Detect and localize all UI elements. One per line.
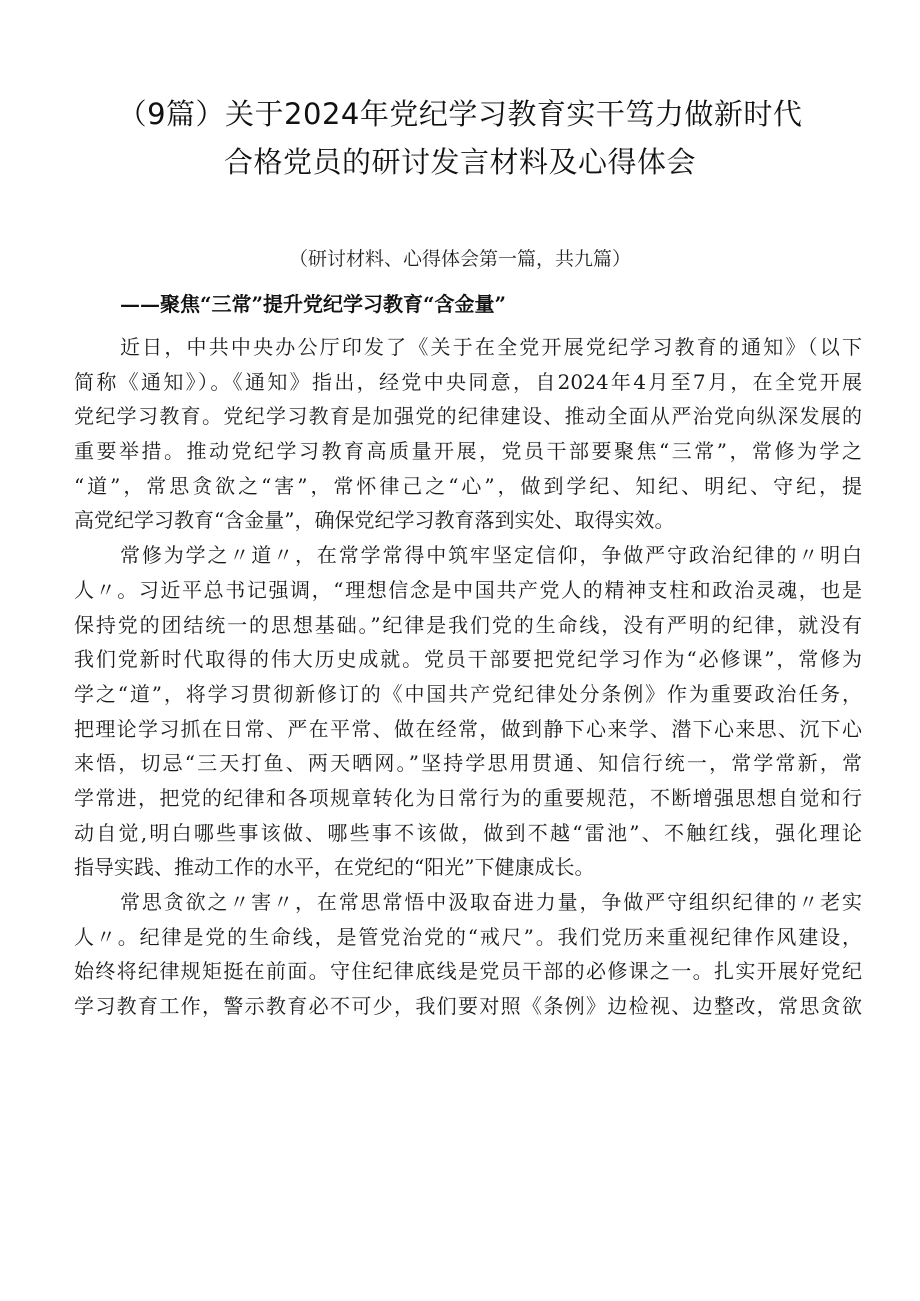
paragraph-line: 人〃。纪律是党的生命线，是管党治党的“戒尺”。我们党历来重视纪律作风建设， [74,924,862,949]
paragraph-line: 来悟，切忌“三天打鱼、两天晒网。”坚持学思用贯通、知信行统一，常学常新，常 [74,751,862,776]
paragraph-line: 简称《通知》）。《通知》指出，经党中央同意，自2024年4月至7月，在全党开展 [74,369,862,394]
paragraph-line: 动自觉,明白哪些事该做、哪些事不该做，做到不越“雷池”、不触红线，强化理论 [74,820,862,845]
paragraph-line: 学常进，把党的纪律和各项规章转化为日常行为的重要规范，不断增强思想自觉和行 [74,785,862,810]
paragraph-line: 近日，中共中央办公厅印发了《关于在全党开展党纪学习教育的通知》（以下 [120,335,862,359]
paragraph-line: 常思贪欲之〃害〃，在常思常悟中汲取奋进力量，争做严守组织纪律的〃老实 [120,890,862,914]
paragraph-2 [74,538,862,885]
paragraph-line: 学之“道”，将学习贯彻新修订的《中国共产党纪律处分条例》作为重要政治任务， [74,681,862,706]
paragraph-line: 重要举措。推动党纪学习教育高质量开展，党员干部要聚焦“三常”，常修为学之 [74,439,862,464]
paragraph-line: 学习教育工作，警示教育必不可少，我们要对照《条例》边检视、边整改，常思贪欲 [74,994,862,1019]
document-title-line-1: （9篇）关于2024年党纪学习教育实干笃力做新时代 [117,97,803,131]
paragraph-1 [74,330,862,538]
document-subtitle: （研讨材料、心得体会第一篇，共九篇） [288,248,631,270]
paragraph-line: 常修为学之〃道〃，在常学常得中筑牢坚定信仰，争做严守政治纪律的〃明白 [120,543,862,568]
paragraph-line: 始终将纪律规矩挺在前面。守住纪律底线是党员干部的必修课之一。扎实开展好党纪 [74,959,862,984]
paragraph-line: 指导实践、推动工作的水平，在党纪的“阳光”下健康成长。 [74,855,595,880]
paragraph-line: 我们党新时代取得的伟大历史成就。党员干部要把党纪学习作为“必修课”，常修为 [74,647,862,672]
paragraph-3 [74,885,862,1024]
document-title-line-2: 合格党员的研讨发言材料及心得体会 [223,145,696,179]
paragraph-line: 把理论学习抓在日常、严在平常、做在经常，做到静下心来学、潜下心来思、沉下心 [74,716,862,741]
paragraph-line: 党纪学习教育。党纪学习教育是加强党的纪律建设、推动全面从严治党向纵深发展的 [74,404,862,429]
paragraph-line: 高党纪学习教育“含金量”，确保党纪学习教育落到实处、取得实效。 [74,508,675,533]
section-heading: ——聚焦“三常”提升党纪学习教育“含金量” [120,292,507,316]
paragraph-line: 保持党的团结统一的思想基础。”纪律是我们党的生命线，没有严明的纪律，就没有 [74,612,862,637]
document-body [74,330,862,1024]
paragraph-line: “道”，常思贪欲之“害”，常怀律己之“心”，做到学纪、知纪、明纪、守纪，提 [74,473,862,498]
paragraph-line: 人〃。习近平总书记强调，“理想信念是中国共产党人的精神支柱和政治灵魂，也是 [74,577,862,602]
